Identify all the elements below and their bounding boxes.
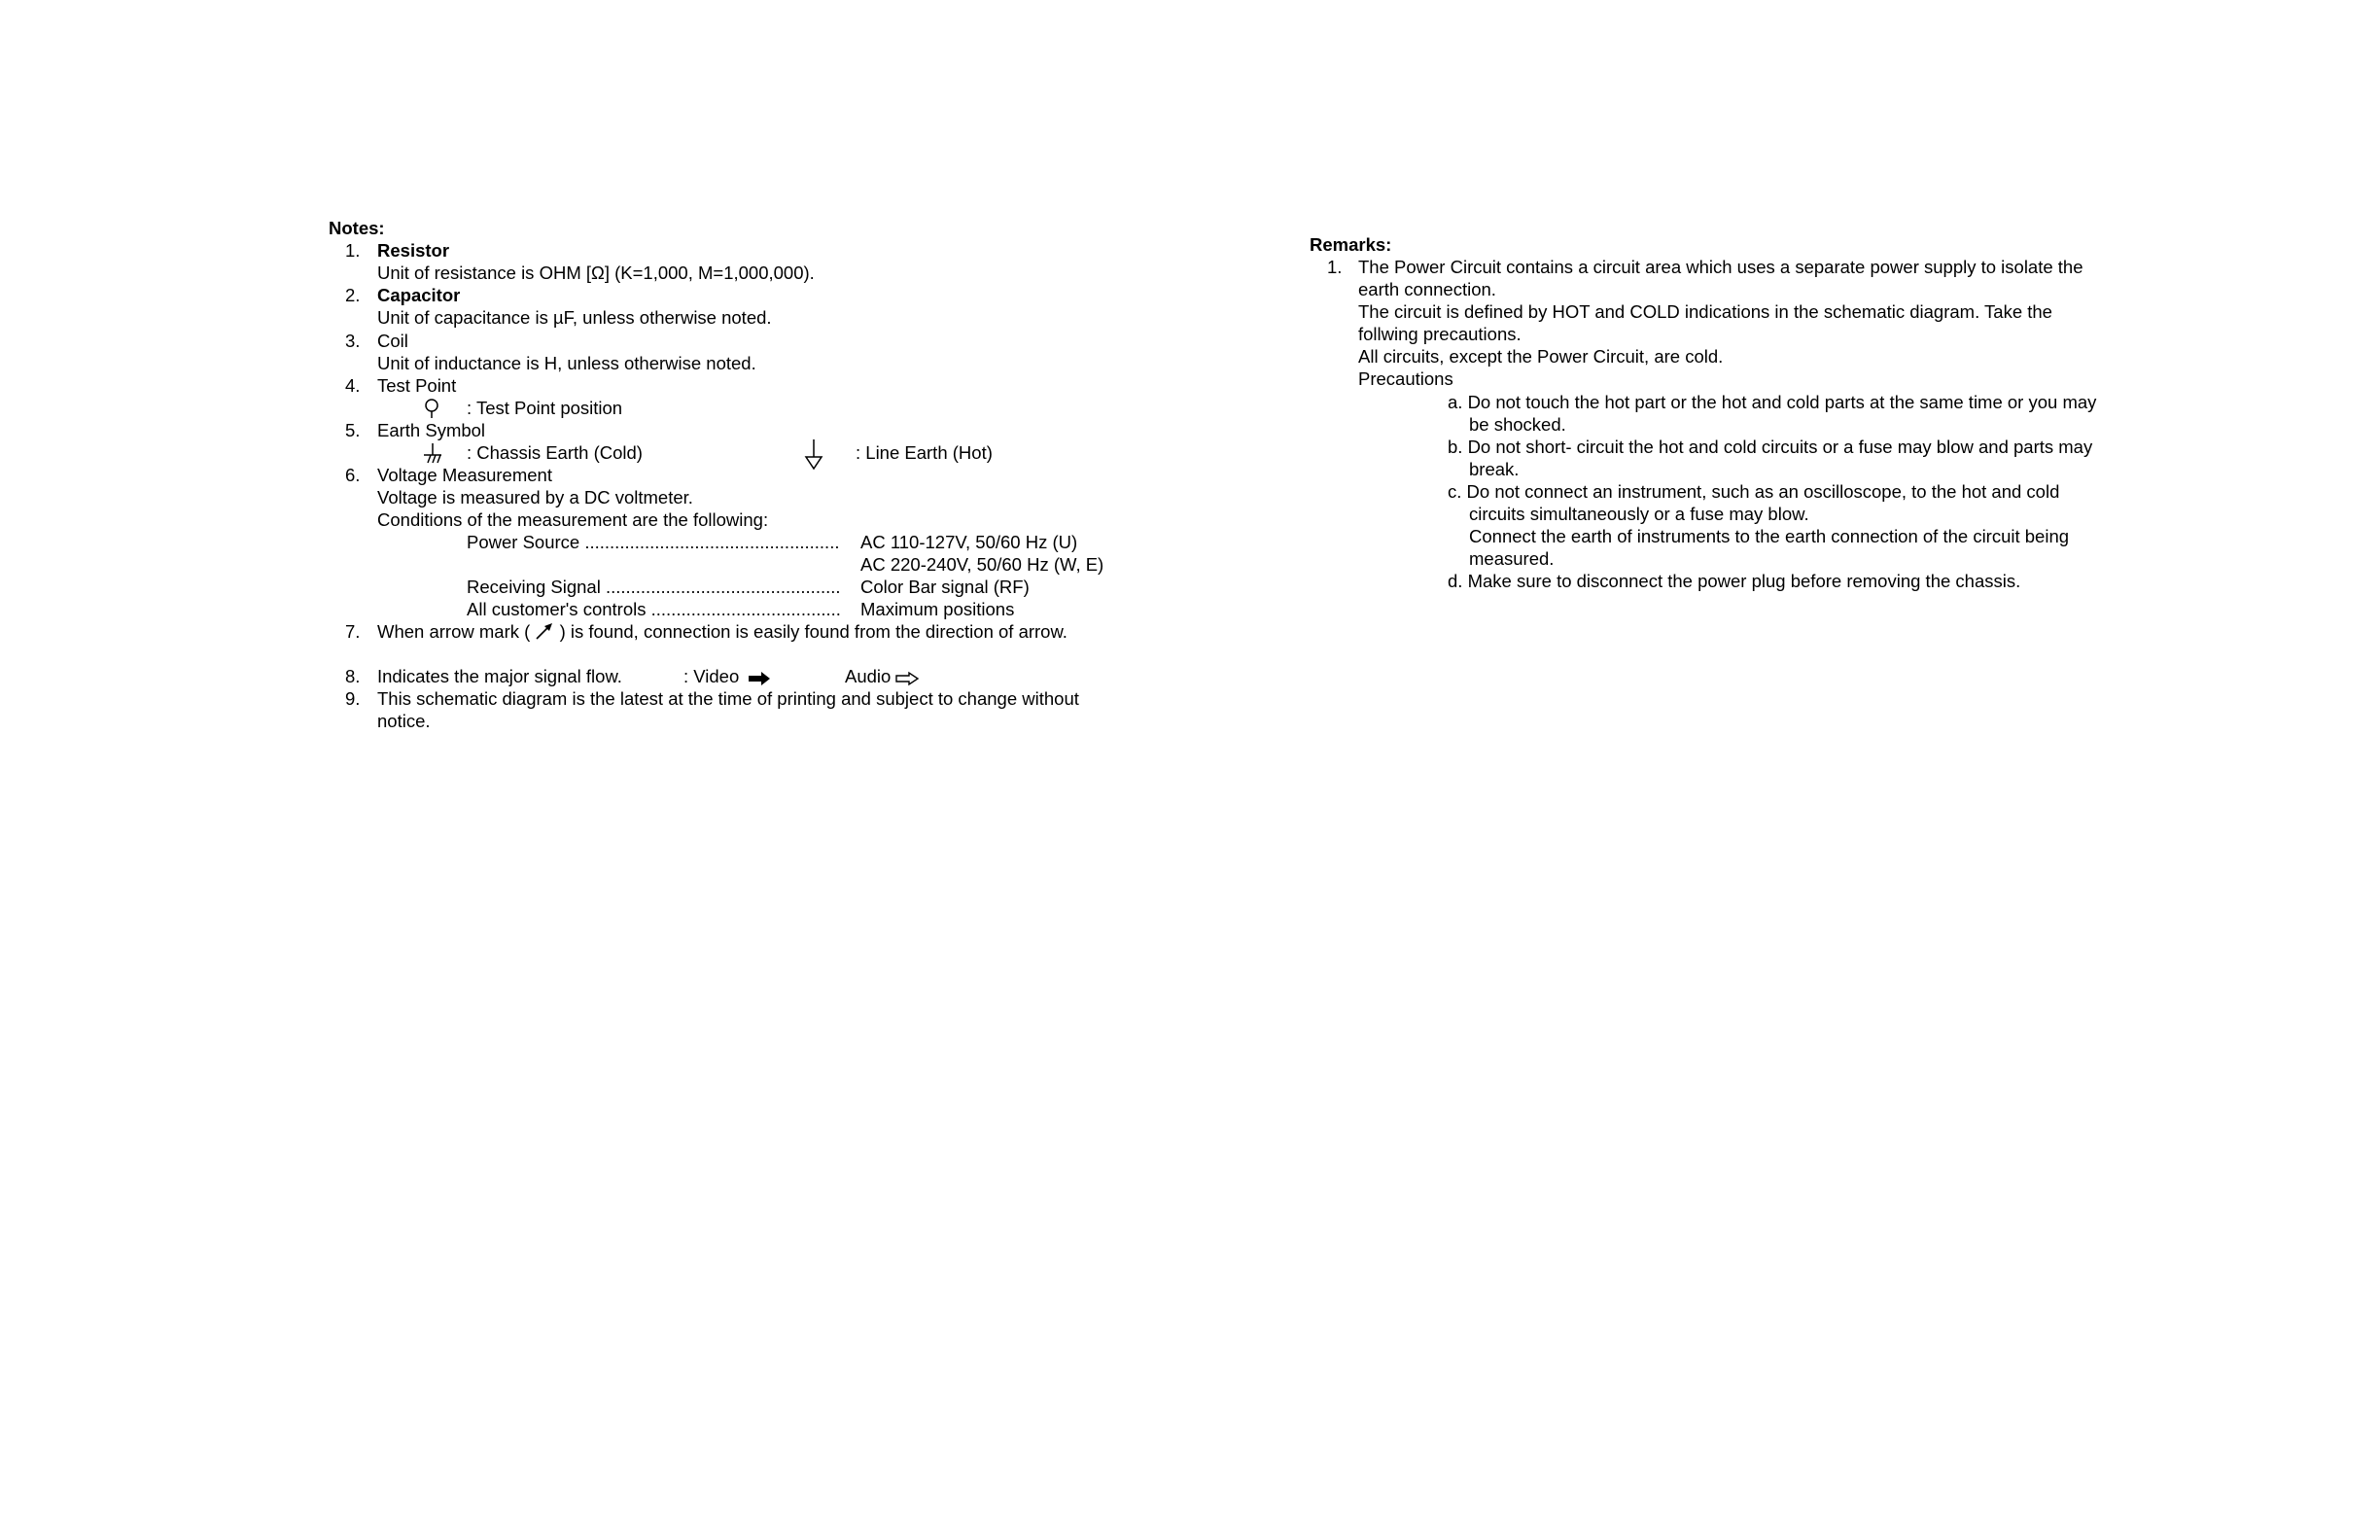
note-9-line2: notice.	[377, 711, 431, 731]
note-5-chassis-text: : Chassis Earth (Cold)	[467, 442, 643, 463]
video-label: : Video	[683, 666, 740, 686]
remark-1-number: 1.	[1327, 257, 1343, 277]
note-6-line2: Conditions of the measurement are the following:	[377, 509, 769, 530]
note-8-text: Indicates the major signal flow.	[377, 666, 622, 686]
note-4-title: Test Point	[377, 375, 457, 396]
precautions-heading: Precautions	[1358, 368, 1453, 389]
receiving-signal-label: Receiving Signal ...............................................	[467, 577, 841, 597]
test-point-icon	[422, 399, 441, 420]
note-7-text	[377, 621, 1068, 643]
note-2-text: Unit of capacitance is µF, unless otherwise noted.	[377, 307, 772, 328]
note-5-line-text: : Line Earth (Hot)	[856, 442, 993, 463]
precaution-b-line2: break.	[1469, 459, 1520, 479]
power-source-label: Power Source ...................................................	[467, 532, 840, 552]
customer-controls-value: Maximum positions	[860, 599, 1015, 619]
receiving-signal-value: Color Bar signal (RF)	[860, 577, 1030, 597]
note-9-number: 9.	[345, 688, 361, 709]
note-1-number: 1.	[345, 240, 361, 261]
power-source-value-2: AC 220-240V, 50/60 Hz (W, E)	[860, 554, 1104, 575]
precaution-b-line1: b. Do not short- circuit the hot and cold circuits or a fuse may blow and parts may	[1448, 437, 2093, 457]
note-5-number: 5.	[345, 420, 361, 440]
note-1-text: Unit of resistance is OHM [Ω] (K=1,000, M=1,000,000).	[377, 262, 815, 283]
note-6-title: Voltage Measurement	[377, 465, 552, 485]
video-signal-arrow-icon	[749, 672, 772, 685]
remark-1-line5: All circuits, except the Power Circuit, are cold.	[1358, 346, 1724, 367]
note-4-text: : Test Point position	[467, 398, 623, 418]
note-6-number: 6.	[345, 465, 361, 485]
customer-controls-label: All customer's controls ......................................	[467, 599, 841, 619]
note-7-pre: When arrow mark (	[377, 621, 531, 642]
audio-label: Audio	[845, 666, 892, 686]
power-source-value-1: AC 110-127V, 50/60 Hz (U)	[860, 532, 1078, 552]
remark-1-line4: follwing precautions.	[1358, 324, 1522, 344]
precaution-c-line3: Connect the earth of instruments to the earth connection of the circuit being	[1469, 526, 2070, 546]
note-8-number: 8.	[345, 666, 361, 686]
notes-heading: Notes:	[329, 218, 385, 238]
precaution-d-line1: d. Make sure to disconnect the power plug before removing the chassis.	[1448, 571, 2021, 591]
remark-1-line3: The circuit is defined by HOT and COLD indications in the schematic diagram. Take the	[1358, 301, 2052, 322]
precaution-a-line2: be shocked.	[1469, 414, 1566, 435]
precaution-c-line1: c. Do not connect an instrument, such as an oscilloscope, to the hot and cold	[1448, 481, 2060, 502]
connection-arrow-icon	[535, 623, 554, 641]
note-3-number: 3.	[345, 331, 361, 351]
note-9-line1: This schematic diagram is the latest at the time of printing and subject to change without	[377, 688, 1079, 709]
remarks-heading: Remarks:	[1310, 234, 1392, 255]
precaution-c-line2: circuits simultaneously or a fuse may blow.	[1469, 504, 1809, 524]
note-2-title: Capacitor	[377, 285, 461, 305]
chassis-earth-icon	[422, 443, 443, 465]
note-5-title: Earth Symbol	[377, 420, 486, 440]
remark-1-line1: The Power Circuit contains a circuit area which uses a separate power supply to isolate the	[1358, 257, 2083, 277]
note-3-text: Unit of inductance is H, unless otherwise noted.	[377, 353, 756, 373]
audio-signal-arrow-icon	[895, 672, 921, 685]
note-3-title: Coil	[377, 331, 408, 351]
note-1-title: Resistor	[377, 240, 450, 261]
remark-1-line2: earth connection.	[1358, 279, 1496, 299]
precaution-a-line1: a. Do not touch the hot part or the hot and cold parts at the same time or you may	[1448, 392, 2097, 412]
line-earth-icon	[803, 439, 824, 471]
note-4-number: 4.	[345, 375, 361, 396]
note-2-number: 2.	[345, 285, 361, 305]
note-6-line1: Voltage is measured by a DC voltmeter.	[377, 487, 693, 508]
note-7-number: 7.	[345, 621, 361, 642]
note-7-post: ) is found, connection is easily found from the direction of arrow.	[559, 621, 1068, 642]
precaution-c-line4: measured.	[1469, 548, 1555, 569]
